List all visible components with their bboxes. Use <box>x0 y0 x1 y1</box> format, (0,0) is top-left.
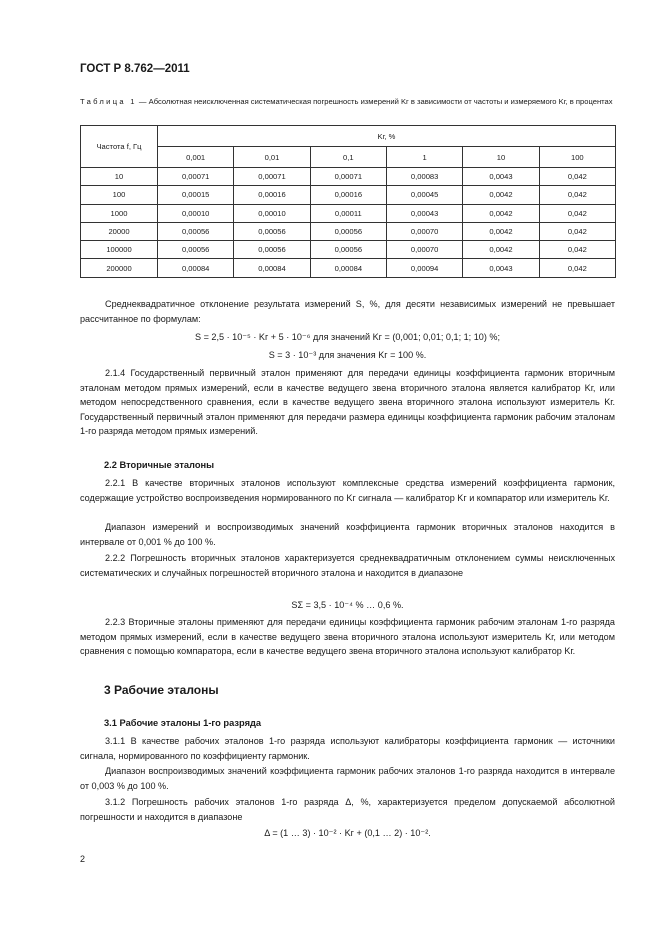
freq-header: Частота f, Гц <box>81 126 158 168</box>
table-caption-text: — Абсолютная неисключенная систематическая погрешность измерений Kг в зависимости от частоты и измеряемого Kг, в процентах <box>136 97 613 106</box>
table-row <box>81 222 616 240</box>
frequency-cell: 20000 <box>81 222 158 240</box>
heading-3-1: 3.1 Рабочие эталоны 1-го разряда <box>104 718 262 728</box>
value-cell: 0,00043 <box>386 204 462 222</box>
kg-column-header: 10 <box>463 147 539 168</box>
value-cell: 0,042 <box>539 186 615 204</box>
value-cell: 0,0043 <box>463 168 539 186</box>
paragraph-2-2-1b: Диапазон измерений и воспроизводимых значений коэффициента гармоник вторичных эталонов находится в интервале от 0,001 % до 100 %. <box>80 522 615 547</box>
value-cell: 0,00016 <box>234 186 310 204</box>
paragraph-rms: Среднеквадратичное отклонение результата измерений S, %, для десяти независимых измерений не превышает рассчитанное по формулам: <box>80 299 615 324</box>
value-cell: 0,00010 <box>158 204 234 222</box>
value-cell: 0,00070 <box>386 241 462 259</box>
value-cell: 0,042 <box>539 222 615 240</box>
heading-3: 3 Рабочие эталоны <box>104 683 219 697</box>
frequency-cell: 200000 <box>81 259 158 277</box>
heading-2-2: 2.2 Вторичные эталоны <box>104 460 215 470</box>
kg-column-header: 100 <box>539 147 615 168</box>
value-cell: 0,042 <box>539 168 615 186</box>
paragraph-3-1-2: 3.1.2 Погрешность рабочих эталонов 1-го разряда Δ, %, характеризуется пределом допускаемой абсолютной погрешности и находится в диапазоне <box>80 797 615 822</box>
value-cell: 0,00070 <box>386 222 462 240</box>
value-cell: 0,00011 <box>310 204 386 222</box>
data-table <box>80 125 616 278</box>
column-header-row <box>81 147 616 168</box>
value-cell: 0,00071 <box>310 168 386 186</box>
formula-3: SΣ = 3,5 · 10⁻⁴ % … 0,6 %. <box>291 600 404 610</box>
value-cell: 0,00083 <box>386 168 462 186</box>
paragraph-2-2-3: 2.2.3 Вторичные эталоны применяют для передачи единицы коэффициента гармоник рабочим эталонам 1-го разряда методом прямых измерений, если в качестве ведущего звена вторичного эталона используют измеритель Kг, или методом сравнения с помощью компаратора, если в качестве ведущего звена вторичного эталона используют калибратор Kг. <box>80 617 615 657</box>
kg-column-header: 1 <box>386 147 462 168</box>
value-cell: 0,00056 <box>234 222 310 240</box>
value-cell: 0,042 <box>539 241 615 259</box>
table-body <box>81 168 616 278</box>
value-cell: 0,0042 <box>463 222 539 240</box>
formula-2: S = 3 · 10⁻³ для значения Kг = 100 %. <box>268 350 427 360</box>
table-row <box>81 204 616 222</box>
table-caption <box>80 95 615 108</box>
value-cell: 0,00084 <box>158 259 234 277</box>
paragraph-3-1-1: 3.1.1 В качестве рабочих эталонов 1-го разряда используют калибраторы коэффициента гармоник — источники сигнала, нормированного по коэффициенту гармоник. <box>80 736 615 761</box>
frequency-cell: 100000 <box>81 241 158 259</box>
kg-header: Kг, % <box>158 126 616 147</box>
value-cell: 0,00084 <box>234 259 310 277</box>
value-cell: 0,0042 <box>463 204 539 222</box>
value-cell: 0,00056 <box>310 241 386 259</box>
value-cell: 0,0042 <box>463 186 539 204</box>
kg-column-header: 0,001 <box>158 147 234 168</box>
value-cell: 0,00094 <box>386 259 462 277</box>
paragraph-2-2-1: 2.2.1 В качестве вторичных эталонов используют комплексные средства измерений коэффициента гармоник, содержащие устройство воспроизведения нормированного по Kг сигнала — калибратор Kг и компаратор или измеритель Kг. <box>80 478 615 503</box>
frequency-cell: 100 <box>81 186 158 204</box>
formula-4: Δ = (1 … 3) · 10⁻² · Kг + (0,1 … 2) · 10⁻². <box>264 828 431 838</box>
value-cell: 0,00056 <box>158 241 234 259</box>
value-cell: 0,00056 <box>158 222 234 240</box>
value-cell: 0,00016 <box>310 186 386 204</box>
value-cell: 0,00045 <box>386 186 462 204</box>
value-cell: 0,00071 <box>234 168 310 186</box>
table-row <box>81 259 616 277</box>
value-cell: 0,00084 <box>310 259 386 277</box>
value-cell: 0,00010 <box>234 204 310 222</box>
page-number: 2 <box>80 854 86 864</box>
value-cell: 0,042 <box>539 204 615 222</box>
value-cell: 0,0042 <box>463 241 539 259</box>
table-row <box>81 186 616 204</box>
paragraph-2-2-2: 2.2.2 Погрешность вторичных эталонов характеризуется среднеквадратичным отклонением суммы неисключенных систематических и случайных погрешностей вторичного эталона и находится в диапазоне <box>80 553 615 578</box>
kg-column-header: 0,1 <box>310 147 386 168</box>
value-cell: 0,00056 <box>234 241 310 259</box>
table-row <box>81 241 616 259</box>
paragraph-2-1-4: 2.1.4 Государственный первичный эталон применяют для передачи единицы коэффициента гармоник вторичным эталонам методом прямых измерений, если в качестве ведущего звена вторичного эталона является калибратор Kг, или методом непосредственного сравнения, если в качестве ведущего звена вторичного эталона используют измеритель Kг. Государственный первичный эталон применяют для передачи размера единицы коэффициента гармоник рабочим эталонам 1-го разряда методом прямых измерений. <box>80 368 615 437</box>
table-row <box>81 168 616 186</box>
value-cell: 0,0043 <box>463 259 539 277</box>
paragraph-3-1-1b: Диапазон воспроизводимых значений коэффициента гармоник рабочих эталонов 1-го разряда находится в интервале от 0,003 % до 100 %. <box>80 766 615 791</box>
document-header: ГОСТ Р 8.762—2011 <box>80 63 190 75</box>
value-cell: 0,00071 <box>158 168 234 186</box>
value-cell: 0,00056 <box>310 222 386 240</box>
frequency-cell: 10 <box>81 168 158 186</box>
table-caption-label: Таблица 1 <box>80 97 137 106</box>
formula-1: S = 2,5 · 10⁻⁵ · Kг + 5 · 10⁻⁶ для значений Kг = (0,001; 0,01; 0,1; 1; 10) %; <box>194 332 501 342</box>
kg-column-header: 0,01 <box>234 147 310 168</box>
frequency-cell: 1000 <box>81 204 158 222</box>
value-cell: 0,042 <box>539 259 615 277</box>
value-cell: 0,00015 <box>158 186 234 204</box>
